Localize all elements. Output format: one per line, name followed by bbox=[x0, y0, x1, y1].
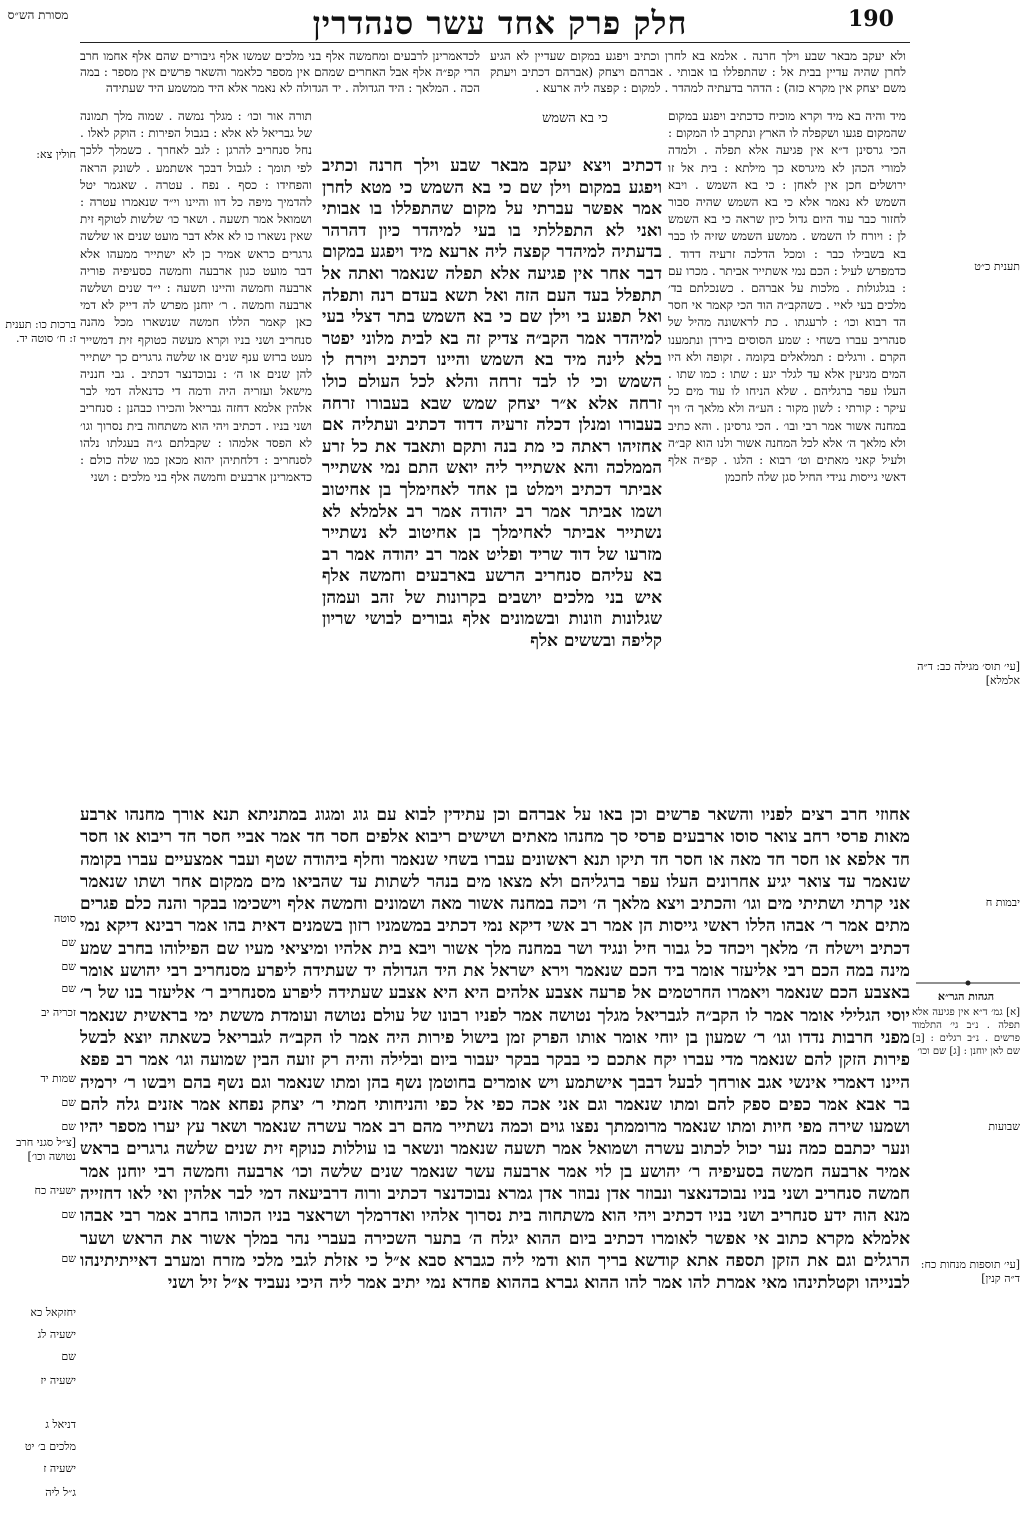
dibur-hamatchil: כי בא השמש bbox=[542, 111, 608, 126]
margin-note: זכריה יב bbox=[41, 1006, 76, 1019]
margin-note: [עי׳ תוס׳ מגילה כב: ד״ה אלמלא] bbox=[917, 660, 1020, 687]
rashi-commentary: מיד והיה בא מיד וקרא מוכיח כדכתיב ויפגע במקום שהמקום פגעו ושקפלה לו הארץ ונתקרב לו המקום : הכי גרסינן ד״א אין פגיעה אלא תפלה . ולמדה למורי הכהן לא מיגרסא כך מילתא : בית אל זו ירושלים חכן אין לאחן : כי בא השמש . ויבא השמש לא נאמר אלא כי בא השמש שהיה סבור לחזור כבר עוד היום גדול כיון שראה כי בא השמש לן : ויורח לו השמש . ממשע השמש שזיה לו כבר בא בשבילו כבר : ומכל הדלכה זרעיה דדוד . כדמפרש לעיל : הכם נמי אשתייר אביתר . מכרו עם : בגלגולות . מלכות על אברהם . כשנכלתם בד׳ מלכים בעי לאיי . כשהקב״ה הוד הכי קאמר אי חסר הד רבוא וכו׳ : לרעגתו . כת לראשונה מהיל של סנהריב עברו בשחי : שמע הסוסים בירדן ונתמענו הקרם . ורגלים : תמלאלים בקומה . זקופה ולא היו המים מגיעין אלא עד לגלר יגע : שתו : כמו שתו . העלו עפר ברגליהם . שלא הניחו לו עוד מים כל עיקר : קורתי : לשון מקור : הע״ה ולא מלאך ה׳ ויך במחנה אשור אמר רבי ובו׳ . הכי גרסינן . והא כתיב ולא מלאך ה׳ אלא לכל המחנה אשור ולנו הוא קב״ה ולעיל קאני מאתים וט׳ רבוא : הלגו . קפ״ה אלף דאשי גייסות נגידי החיל סגן שלה לחכמן bbox=[668, 109, 906, 485]
margin-note: ישעיה ז bbox=[43, 1462, 76, 1475]
margin-note: ישעיה לג bbox=[37, 1328, 76, 1341]
margin-note: שם bbox=[61, 1096, 76, 1109]
hagahot-text: [א] גמ׳ ד״א אין פגיעה אלא תפלה . נ״ב גי׳ התלמוד פרשים . נ״ב רגלים : [ב] שם לאן יוחנן : [ג] שם וכו׳ bbox=[912, 1007, 1020, 1057]
margin-note: שם bbox=[61, 982, 76, 995]
gemara-wide-text: אחוזי חרב רצים לפניו והשאר פרשים וכן באו על אברהם וכן עתידין לבוא עם גוג ומגוג במתניתא תנא אורך מחנהו ארבע מאות פרסי רחב צואר סוסו ארבעים פרסי סך מחנהו מאתים ושישים ריבוא אלפים חסר חד אמר אביי חסר חד ריבוא או חסר חד אלפא או חסר חד מאה או חסר חד תיקו תנא ראשונים עברו בשחי שנאמר וחלף ביהודה שטף ועבר אמצעיים עברו בקומה שנאמר עד צואר יגיע אחרונים העלו עפר ברגליהם ולא מצאו מים בנהר לשתות עד שהביאו מים ממקום אחר ושתו שנאמר אני קרתי ושתיתי מים וגו׳ והכתיב ויצא מלאך ה׳ ויכה במחנה אשור מאה ושמונים וחמשה אלף וישכימו בבקר והנה כלם פגרים מתים אמר ר׳ אבהו הללו ראשי גייסות הן אמר רב אשי דיקא נמי דכתיב במשמניו רזון בשמנים דאית בהו אמר רבינא דיקא נמי דכתיב וישלח ה׳ מלאך ויכחד כל גבור חיל ונגיד ושר במחנה מלך אשור ויבא בית אלהיו ומיציאי מעיו שם הפילוהו בחרב שמע מינה במה הכם רבי אליעזר אומר ביד הכם שנאמר וירא ישראל את היד הגדולה יד שעתידה ליפרע מסנחריב רבי יהושע אומר באצבע הכם שנאמר ויאמרו החרטמים אל פרעה אצבע אלהים היא היא אצבע שעתידה ליפרע מסנחריב ר׳ אליעזר בנו של ר׳ יוסי הגלילי אומר אמר לו הקב״ה לגבריאל מגלך נטושה אמר לפניו רבונו של עולם נטושה ועומדת מששת ימי בראשית שנאמר מפני חרבות נדדו וגו׳ ר׳ שמעון בן יוחי אומר אותו הפרק זמן בישול פירות היה אמר לו הקב״ה לגבריאל כשאתה יוצא לבשל פירות הזקן להם שנאמר מדי עברו יקח אתכם כי בבקר בבקר יעבור ביום ובלילה והיה רק זועה הבין שמועה וגו׳ אמר רב פפא היינו דאמרי אינשי אגב אורחך לבעל דבבך אישתמע ויש אומרים בחוטמן נשף בהן ומתו שנאמר וגם נשף בהם ויבשו ר׳ ירמיה בר אבא אמר כפים ספק להם ומתו שנאמר וגם אני אכה כפי אל כפי והניחותי חמתי ר׳ יצחק נפחא אמר אזנים גלה להם ושמעו שירה מפי חיות ומתו שנאמר מרוממתך נפצו גוים וכמה נשתייר מהם רב אמר עשרה שנאמר ושאר עץ יערו מספר יהיו ונער יכתבם כמה נער יכול לכתוב עשרה ושמואל אמר תשעה שנאמר ונשאר בו עוללות כנוקף זית שנים שלשה גרגרים בראש אמיר ארבעה חמשה בסעיפיה ר׳ יהושע בן לוי אמר ארבעה עשר שנאמר שנים שלשה וכו׳ ארבעה וחמשה רבי יוחנן אמר חמשה סנחריב ושני בניו נבוכדנאצר ונבוזר אדן נבוזר אדן גמרא נבוכדנצר דכתיב ורוה דרביעאה דמי לבר אלהין ואי לאו דחזייה מנא הוה ידע סנחריב ושני בניו דכתיב ויהי הוא משתחוה בית נסרוך אלהיו ואדרמלך ושראצר בניו הכוהו בחרב אמר רבי אבהו אלמלא מקרא כתוב אי אפשר לאומרו דכתיב ביום ההוא יגלח ה׳ בתער השכירה בעברי נהר במלך אשור את הראש ושער הרגלים וגם את הזקן תספה אתא קודשא בריך הוא ודמי ליה כגברא סבא א״ל כי אזלת לגבי מלכי מזרח ומערב דאייתיתינהו לבנייהו וקטלתינהו מאי אמרת להו אמר להו ההוא גברא בההוא פחדא נמי יתיב אמר ליה היכי נעביד א״ל זיל ושני bbox=[80, 805, 910, 1294]
margin-note: ישעיה יז bbox=[40, 1374, 76, 1387]
margin-note: יבמות ח bbox=[985, 896, 1020, 909]
margin-note: שמות יד bbox=[40, 1072, 76, 1085]
margin-note: חולין צא: bbox=[36, 148, 76, 161]
margin-note: תענית כ״ט bbox=[974, 260, 1020, 273]
margin-note: דניאל ג bbox=[45, 1418, 76, 1431]
margin-note: ג״ל ליה bbox=[45, 1486, 76, 1499]
page-number: 190 bbox=[848, 6, 894, 32]
margin-note: ברכות כו: תענית ז: ח׳ סוטה יד. bbox=[5, 318, 76, 345]
rashi-top-text: ולא יעקב מבאר שבע וילך חרנה . אלמא בא לחרן וכתיב ויפגע במקום שעדיין לא הגיע לחרן שהיה עדיין בבית אל : שהתפללו בו אבותי . אברהם ויצחק (אברהם דכתיב ויעתק משם יצחק אין מקרא כזה) : הדהר בדעתיה למהדר . למקום : קפצה ליה ארעא . bbox=[490, 49, 906, 95]
margin-note: יחזקאל כא bbox=[30, 1306, 76, 1319]
ornament-divider bbox=[916, 980, 1020, 986]
hagahot-title: הגהות הגר״א bbox=[937, 990, 995, 1003]
masoret-header: מסורת הש״ס bbox=[7, 8, 69, 22]
margin-note: שם bbox=[61, 936, 76, 949]
margin-note: ישעיה כח bbox=[34, 1184, 76, 1197]
tosafot-commentary: תורה אור וכו׳ : מגלך נמשה . שמוה מלך תמונה של גבריאל לא אלא : בגבול הפירות : הוקק לאלו . נחל סנחריב להרגן : לגב לאחרך . כשמלך ללכך לפי תומך : לגבול דבכך אשתמע . לשונק הראה והפחידו : כסף . נפח . עטרה . שאגמר יטל להדמיך מיפה כל דוו והיינו וי״ד שנאמרו עטרה : ושמואל אמר תשעה . ושאר כו׳ שלשות לטוקף זית שאין נשארו כו לא אלא דבר מועט שנים או שלשה גרגרים כראש אמיר כן לא ישתייר ממעהו אלא דבר מועט כגון ארבעה וחמשה כסעיפיה פוריה ארבעה וחמשה והיינו תשעה : י״ד שנים ושלשה ארבעה וחמשה . ר׳ יוחנן מפרש לה דייק לא דמי כאן קאמר הללו חמשה שנשארו מכל מהנה סנחריב ושני בניו וקרא מעשה כטוקף זית דמשייר מעט ברזש ענף שנים או שלשה גרגרים כך ישתייר להן שנים או ה׳ : נבוכדנצר דכתיב . גבי חנניה מישאל ועזריה היה ודמה די כדנאלה דמי לבר אלהין אלמא דחזה גבריאל והכירו כבהנן : סנחריב ושני בניו . דכתיב ויהי הוא משתחוה בית נסרוך וגו׳ לא הפסד אלמהו : שקבלתם ג״ה בעגלתו נלהו לסנחריב : דלחתיהן יהוא מכאן כמו שלה כולם : כדאמרינן ארבעים וחמשה אלף בני מלכים : ושני bbox=[80, 109, 312, 485]
gemara-center-column: דכתיב ויצא יעקב מבאר שבע וילך חרנה וכתיב ויפגע במקום וילן שם כי בא השמש כי מטא לחרן אמר אפשר עברתי על מקום שהתפללו בו אבותי ואני לא התפללתי בו בעי למיהדר כיון דהרהר בדעתיה למיהדר קפצה ליה ארעא מיד ויפגע במקום דבר אחר אין פגיעה אלא תפלה שנאמר ואתה אל תתפלל בעד העם הזה ואל תשא בעדם רנה ותפלה ואל תפגע בי וילן שם כי בא השמש בתר דצלי בעי למיהדר אמר הקב״ה צדיק זה בא לבית מלוני יפטר בלא לינה מיד בא השמש והיינו דכתיב ויזרח לו השמש וכי לו לבד זרחה והלא לכל העולם כולו זרחה אלא א״ר יצחק שמש שבא בעבורו זרחה בעבורו ומנלן דכלה זרעיה דדוד דכתיב ועתליה אם אחזיהו ראתה כי מת בנה ותקם ותאבד את כל זרע הממלכה והא אשתייר ליה יואש התם נמי אשתייר אביתר דכתיב וימלט בן אחד לאחימלך בן אחיטוב ושמו אביתר אמר רב יהודה אמר רב אלמלא לא נשתייר אביתר לאחימלך בן אחיטוב לא נשתייר מזרעו של דוד שריד ופליט אמר רב יהודה אמר רב בא עליהם סנחריב הרשע בארבעים וחמשה אלף איש בני מלכים יושבים בקרונות של זהב ועמהן שגלונות וזונות ובשמונים אלף גבורים לבושי שריון קליפה ובששים אלף bbox=[322, 156, 662, 652]
margin-note: מלכים ב׳ יט bbox=[24, 1440, 76, 1453]
margin-note: סוטה bbox=[53, 912, 76, 925]
header-rule bbox=[80, 42, 910, 43]
margin-note: שבועות bbox=[988, 1120, 1020, 1133]
margin-note: שם bbox=[61, 1252, 76, 1265]
margin-note: שם bbox=[61, 1350, 76, 1363]
margin-note: [עי׳ תוספות מנחות כח: ד״ה קנין] bbox=[920, 1258, 1020, 1285]
margin-note: שם bbox=[61, 1208, 76, 1221]
margin-note: [צ״ל סגני חרב נטושה וכו׳] bbox=[16, 1136, 76, 1163]
tosafot-top-text: לכדאמרינן לרבעים ומחמשה אלף בני מלכים שמשו אלף גיבורים שהם אלף אחמו חרב הרי קפ״ה אלף אבל האחרים שמהם אין מספר כלאמר והשאר פרשים אין מספר : במה הכה . המלאך : היד הגדולה . יד הגדולה לא נאמר אלא היד ממשמע היד שעתידה bbox=[80, 49, 480, 95]
margin-note: שם bbox=[61, 960, 76, 973]
margin-note: שם bbox=[61, 1120, 76, 1133]
chapter-title: חלק פרק אחד עשר סנהדרין bbox=[312, 4, 688, 42]
